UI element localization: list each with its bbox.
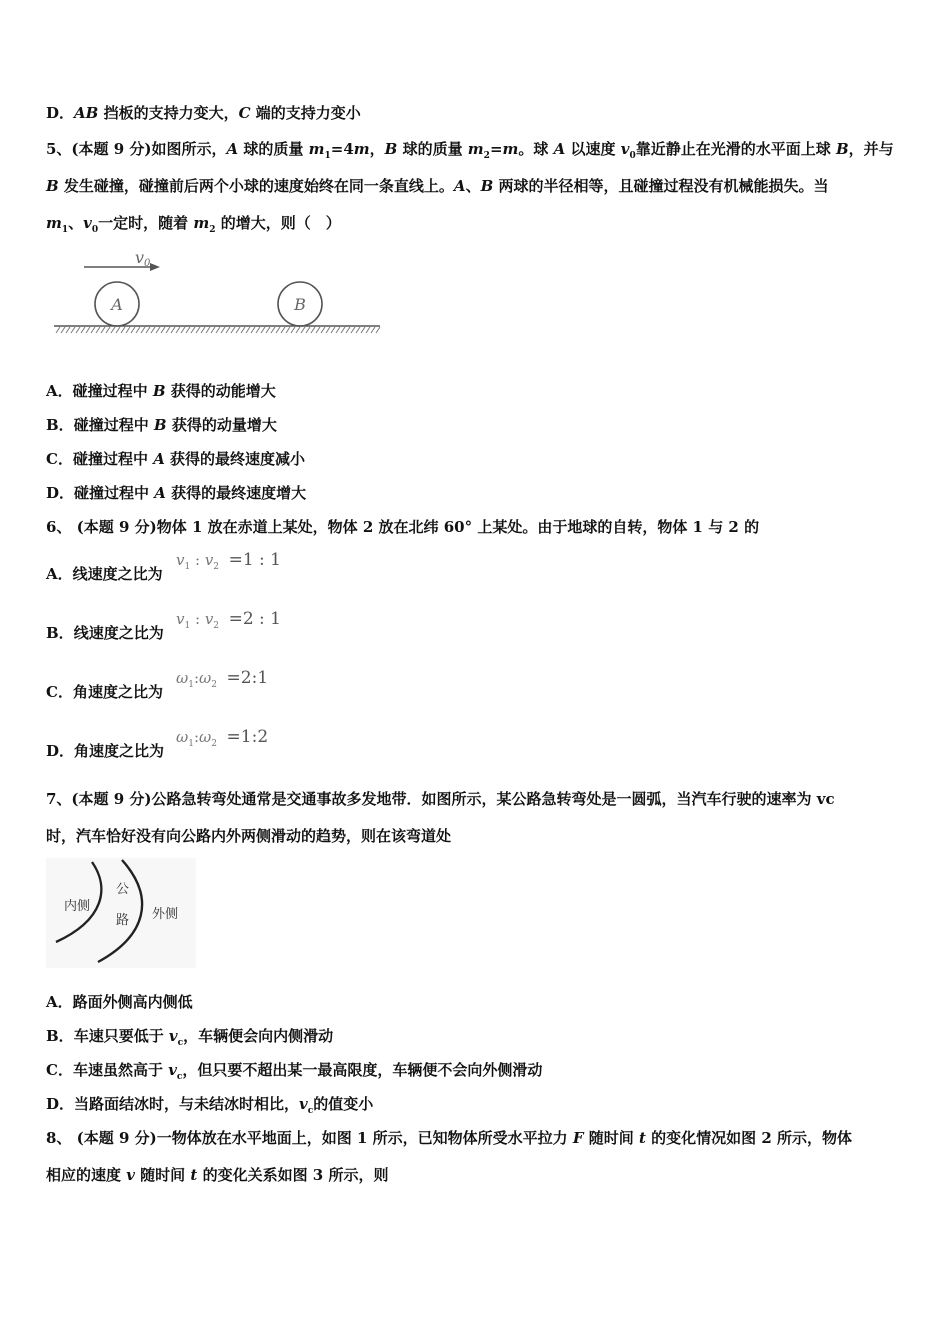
text: : — [190, 551, 205, 569]
hatch-mark — [311, 327, 315, 333]
var: v — [168, 1027, 178, 1045]
option-text: 碰撞过程中 — [74, 484, 155, 502]
hatch-mark — [301, 327, 305, 333]
var: B — [835, 140, 849, 158]
hatch-mark — [286, 327, 290, 333]
var: m — [467, 140, 484, 158]
sub: 1 — [184, 621, 191, 631]
option-text: ，车辆便会向内侧滑动 — [183, 1027, 334, 1045]
q7-road-figure — [46, 858, 196, 968]
hatch-mark — [116, 327, 120, 333]
option-letter: D． — [46, 742, 75, 760]
var: v — [176, 551, 185, 569]
ball-a-label: A — [111, 295, 123, 314]
option-letter: A． — [46, 382, 73, 400]
sub: 2 — [209, 225, 216, 235]
var: m — [502, 140, 519, 158]
hatch-mark — [256, 327, 260, 333]
option-text: 端的支持力变小 — [250, 104, 361, 122]
hatch-mark — [306, 327, 310, 333]
hatch-mark — [196, 327, 200, 333]
hatch-mark — [136, 327, 140, 333]
text: 随时间 — [134, 1166, 191, 1184]
q7-option-a — [46, 991, 193, 1012]
text: 以速度 — [565, 140, 621, 158]
var: B — [152, 382, 166, 400]
text: 相应的速度 — [46, 1166, 127, 1184]
text: : — [193, 728, 200, 746]
text: =4 — [330, 140, 354, 158]
arrow-head-icon — [150, 263, 160, 271]
q6-ratio-d — [176, 727, 268, 749]
sub: 1 — [188, 680, 194, 690]
var: ω — [176, 728, 189, 746]
q7-option-b — [46, 1025, 333, 1048]
q7-stem-line1: 7、(本题 9 分)公路急转弯处通常是交通事故多发地带．如图所示，某公路急转弯处是一圆弧，当汽车行驶的速率为 vc — [46, 790, 835, 808]
hatch-mark — [296, 327, 300, 333]
hatch-mark — [251, 327, 255, 333]
hatch-mark — [126, 327, 130, 333]
sub: 0 — [629, 151, 636, 161]
hatch-mark — [281, 327, 285, 333]
hatch-mark — [106, 327, 110, 333]
var: v — [204, 551, 214, 569]
q5-option-a — [46, 380, 276, 401]
q5-option-d — [46, 482, 306, 503]
hatch-mark — [216, 327, 220, 333]
hatch-mark — [171, 327, 175, 333]
option-text: 角速度之比为 — [72, 683, 163, 701]
var: v — [204, 610, 214, 628]
hatch-mark — [236, 327, 240, 333]
sub: c — [176, 1072, 183, 1082]
q5-stem-line3 — [46, 212, 341, 235]
var: m — [308, 140, 325, 158]
var: t — [638, 1129, 646, 1147]
q6-option-b — [46, 622, 164, 643]
hatch-mark — [76, 327, 80, 333]
hatch-mark — [326, 327, 330, 333]
option-text: ，但只要不超出某一最高限度，车辆便不会向外侧滑动 — [182, 1061, 543, 1079]
hatch-mark — [56, 327, 60, 333]
option-text: 获得的动量增大 — [166, 416, 277, 434]
var-c: C — [238, 104, 251, 122]
sub: 2 — [213, 621, 220, 631]
option-text: 当路面结冰时，与未结冰时相比， — [74, 1095, 300, 1113]
ratio-value: =2:1 — [226, 668, 269, 688]
hatch-mark — [316, 327, 320, 333]
hatch-mark — [331, 327, 335, 333]
text: 球的质量 — [238, 140, 309, 158]
ground-hatch — [56, 327, 380, 333]
q5-option-c — [46, 448, 305, 469]
var: B — [46, 177, 59, 195]
hatch-mark — [66, 327, 70, 333]
var: A — [154, 484, 166, 502]
q7-option-c — [46, 1059, 542, 1082]
hatch-mark — [356, 327, 360, 333]
var: ω — [176, 669, 189, 687]
option-letter: B． — [46, 1027, 74, 1045]
q6-option-d — [46, 740, 164, 761]
hatch-mark — [101, 327, 105, 333]
ratio-value: =1:2 — [226, 727, 269, 747]
var: B — [384, 140, 398, 158]
text: : — [190, 610, 205, 628]
option-text: 线速度之比为 — [73, 624, 164, 642]
var: B — [480, 177, 494, 195]
hatch-mark — [186, 327, 190, 333]
text: 、 — [68, 214, 84, 232]
sub: 2 — [211, 739, 217, 749]
var: B — [153, 416, 167, 434]
hatch-mark — [156, 327, 160, 333]
q8-stem-line1 — [46, 1127, 852, 1148]
var: v — [126, 1166, 135, 1184]
hatch-mark — [166, 327, 170, 333]
sub: c — [177, 1038, 184, 1048]
q7-option-d — [46, 1093, 373, 1116]
option-text: 线速度之比为 — [72, 565, 163, 583]
text: : — [193, 669, 200, 687]
hatch-mark — [376, 327, 380, 333]
option-text: 获得的最终速度减小 — [164, 450, 306, 468]
hatch-mark — [366, 327, 370, 333]
hatch-mark — [241, 327, 245, 333]
hatch-mark — [111, 327, 115, 333]
q4-option-d — [46, 102, 361, 123]
hatch-mark — [221, 327, 225, 333]
text: 靠近静止在光滑的水平面上球 — [635, 140, 836, 158]
hatch-mark — [61, 327, 65, 333]
text: 、 — [465, 177, 481, 195]
text: 5、(本题 9 分)如图所示， — [46, 140, 227, 158]
q6-ratio-c — [176, 668, 268, 690]
q5-stem-line2 — [46, 175, 829, 196]
sub: 0 — [91, 225, 99, 235]
var: F — [572, 1129, 584, 1147]
text: 8、 (本题 9 分)一物体放在水平地面上，如图 1 所示，已知物体所受水平拉力 — [46, 1129, 573, 1147]
hatch-mark — [211, 327, 215, 333]
text: 的变化关系如图 3 所示，则 — [197, 1166, 389, 1184]
option-letter: A． — [46, 565, 73, 583]
hatch-mark — [361, 327, 365, 333]
hatch-mark — [201, 327, 205, 333]
option-letter: C． — [46, 450, 73, 468]
hatch-mark — [351, 327, 355, 333]
text: 随时间 — [583, 1129, 639, 1147]
q5-option-b — [46, 414, 277, 435]
text: 两球的半径相等，且碰撞过程没有机械能损失。当 — [493, 177, 829, 195]
hatch-mark — [81, 327, 85, 333]
sub: c — [307, 1106, 314, 1116]
option-text: 碰撞过程中 — [72, 450, 154, 468]
text: ，并与 — [848, 140, 894, 158]
q6-ratio-b — [176, 609, 281, 631]
hatch-mark — [291, 327, 295, 333]
option-text: 角速度之比为 — [74, 742, 165, 760]
sub: 2 — [211, 680, 217, 690]
hatch-mark — [276, 327, 280, 333]
hatch-mark — [131, 327, 135, 333]
q8-stem-line2 — [46, 1164, 388, 1185]
option-letter: C． — [46, 1061, 73, 1079]
var: v — [168, 1061, 177, 1079]
ratio-value: =2 : 1 — [228, 609, 281, 629]
q5-stem-line1 — [46, 138, 894, 161]
option-text: 的值变小 — [313, 1095, 374, 1113]
text: = — [489, 140, 503, 158]
option-letter: D． — [46, 484, 75, 502]
q5-collision-figure — [50, 245, 385, 340]
option-text: 挡板的支持力变大， — [98, 104, 239, 122]
hatch-mark — [231, 327, 235, 333]
hatch-mark — [86, 327, 90, 333]
var: A — [553, 140, 566, 158]
hatch-mark — [151, 327, 155, 333]
hatch-mark — [246, 327, 250, 333]
option-text: 路面外侧高内侧低 — [72, 993, 193, 1011]
hatch-mark — [141, 327, 145, 333]
option-text: 碰撞过程中 — [73, 416, 154, 434]
label-road-2: 路 — [116, 913, 130, 928]
option-letter: B． — [46, 416, 74, 434]
var: m — [353, 140, 370, 158]
option-text: 车速虽然高于 — [72, 1061, 169, 1079]
sub: 1 — [324, 151, 331, 161]
var: A — [226, 140, 239, 158]
option-letter: B． — [46, 624, 74, 642]
option-text: 获得的动能增大 — [165, 382, 276, 400]
hatch-mark — [271, 327, 275, 333]
hatch-mark — [346, 327, 350, 333]
text: 的变化情况如图 2 所示，物体 — [645, 1129, 852, 1147]
hatch-mark — [261, 327, 265, 333]
hatch-mark — [336, 327, 340, 333]
var: t — [190, 1166, 198, 1184]
ball-b-label: B — [294, 295, 306, 314]
label-road-1: 公 — [116, 882, 130, 897]
hatch-mark — [146, 327, 150, 333]
hatch-mark — [91, 327, 95, 333]
hatch-mark — [121, 327, 125, 333]
var: m — [46, 214, 62, 232]
hatch-mark — [191, 327, 195, 333]
var: ω — [199, 669, 212, 687]
var: v — [176, 610, 185, 628]
hatch-mark — [266, 327, 270, 333]
var-ab: AB — [74, 104, 99, 122]
q6-ratio-a — [176, 550, 281, 572]
hatch-mark — [176, 327, 180, 333]
text: 发生碰撞，碰撞前后两个小球的速度始终在同一条直线上。 — [58, 177, 454, 195]
text: 一定时，随着 — [98, 214, 194, 232]
text: 的增大，则（ ） — [215, 214, 341, 232]
option-letter: D． — [46, 104, 75, 122]
text: 。球 — [518, 140, 554, 158]
q6-stem: 6、 (本题 9 分)物体 1 放在赤道上某处，物体 2 放在北纬 60° 上某处。由于地球的自转，物体 1 与 2 的 — [46, 518, 760, 536]
label-outer: 外侧 — [152, 907, 179, 922]
text: ， — [369, 140, 385, 158]
sub: 2 — [483, 151, 490, 161]
var: v — [83, 214, 92, 232]
sub: 2 — [213, 562, 220, 572]
hatch-mark — [181, 327, 185, 333]
option-text: 车速只要低于 — [73, 1027, 169, 1045]
hatch-mark — [341, 327, 345, 333]
sub: 1 — [61, 225, 69, 235]
label-v0: v0 — [135, 248, 151, 269]
option-text: 获得的最终速度增大 — [165, 484, 307, 502]
var: v — [620, 140, 630, 158]
sub: 1 — [184, 562, 191, 572]
sub: 1 — [188, 739, 194, 749]
hatch-mark — [371, 327, 375, 333]
var: v — [299, 1095, 308, 1113]
hatch-mark — [96, 327, 100, 333]
option-text: 碰撞过程中 — [72, 382, 153, 400]
option-letter: C． — [46, 683, 73, 701]
hatch-mark — [321, 327, 325, 333]
text: 球的质量 — [397, 140, 468, 158]
var: A — [453, 177, 466, 195]
hatch-mark — [71, 327, 75, 333]
hatch-mark — [206, 327, 210, 333]
hatch-mark — [161, 327, 165, 333]
q6-option-c — [46, 681, 163, 702]
option-letter: D． — [46, 1095, 75, 1113]
q6-option-a — [46, 563, 163, 584]
var: m — [193, 214, 210, 232]
ratio-value: =1 : 1 — [228, 550, 281, 570]
option-letter: A． — [46, 993, 73, 1011]
q7-stem-line2: 时，汽车恰好没有向公路内外两侧滑动的趋势，则在该弯道处 — [46, 827, 452, 845]
var: A — [153, 450, 165, 468]
label-inner: 内侧 — [64, 899, 91, 914]
hatch-mark — [226, 327, 230, 333]
var: ω — [199, 728, 212, 746]
